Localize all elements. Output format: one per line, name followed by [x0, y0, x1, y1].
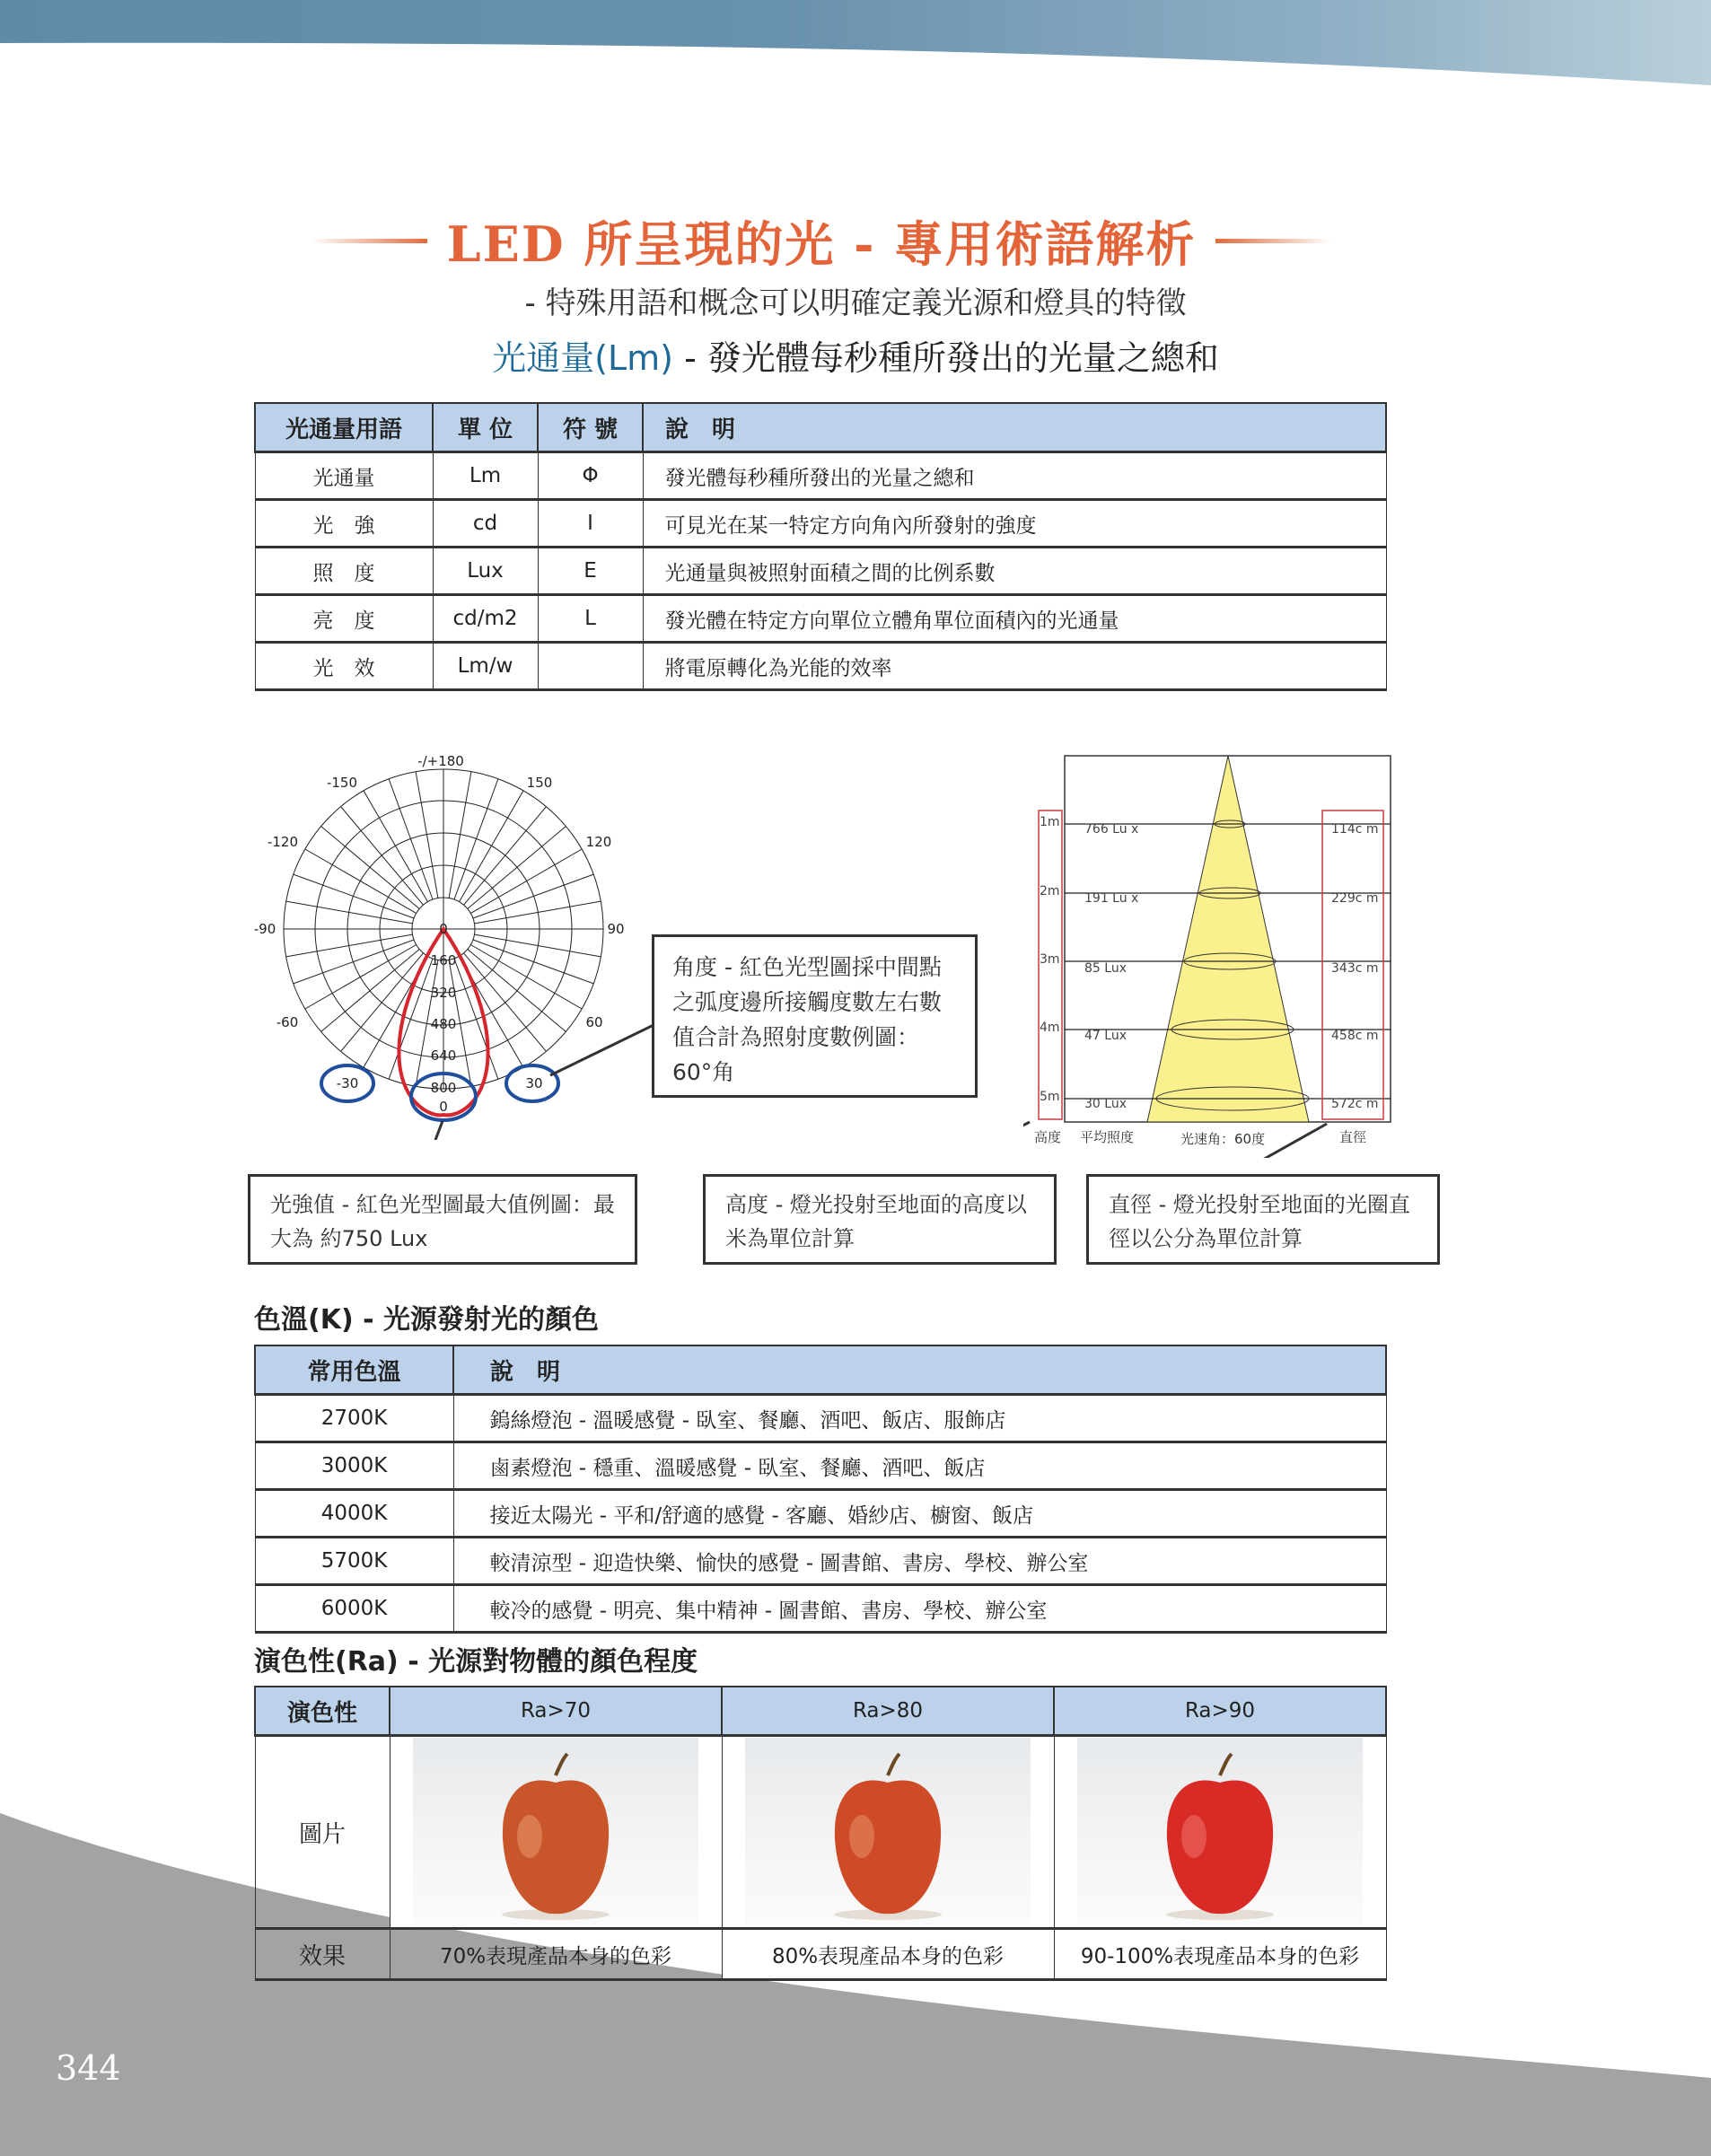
height-label: 1m: [1040, 815, 1060, 829]
angle-label: -150: [326, 775, 358, 791]
cri-image-cell: [722, 1736, 1054, 1929]
term: 光 效: [255, 643, 433, 690]
effect-ra80: 80%表現產品本身的色彩: [722, 1929, 1054, 1980]
diameter-label: 114c m: [1331, 822, 1379, 837]
unit: Lm/w: [433, 643, 538, 690]
cri-heading: 演色性(Ra) - 光源對物體的顏色程度: [254, 1646, 698, 1678]
angle-label: 60: [585, 1014, 603, 1030]
polar-intensity-chart: [242, 745, 673, 1140]
table-row: [255, 1585, 1386, 1633]
angle-label: -60: [276, 1014, 299, 1030]
cct-value: 3000K: [255, 1442, 453, 1490]
radial-label: 0: [439, 921, 448, 937]
angle-label: -90: [253, 921, 276, 937]
term: 光 強: [255, 500, 433, 548]
table-row: [255, 1538, 1386, 1585]
callout-height-text: 高度 - 燈光投射至地面的高度以米為單位計算: [725, 1192, 1027, 1251]
table-row: [255, 1442, 1386, 1490]
diameter-label: 458c m: [1331, 1029, 1379, 1043]
table-row: [255, 548, 1386, 595]
table-row: [255, 1490, 1386, 1538]
callout-intensity-text: 光強值 - 紅色光型圖最大值例圖：最大為 約750 Lux: [270, 1192, 615, 1251]
col-term: 光通量用語: [255, 403, 433, 452]
cct-desc: 接近太陽光 - 平和/舒適的感覺 - 客廳、婚紗店、櫥窗、飯店: [453, 1490, 1386, 1538]
angle-label: -/+180: [417, 753, 464, 769]
col-cct: 常用色溫: [255, 1345, 453, 1395]
lux-label: 766 Lu x: [1084, 822, 1139, 837]
height-label: 3m: [1040, 952, 1060, 967]
unit: cd: [433, 500, 538, 548]
term: 照 度: [255, 548, 433, 595]
table-row: [255, 595, 1386, 643]
lux-label: 85 Lux: [1084, 961, 1127, 976]
page-title-row: [269, 205, 1373, 276]
cct-desc: 較清涼型 - 迎造快樂、愉快的感覺 - 圖書館、書房、學校、辦公室: [453, 1538, 1386, 1585]
footer-angle: 光速角：60度: [1180, 1131, 1266, 1147]
lux-label: 47 Lux: [1084, 1029, 1127, 1043]
height-label: 4m: [1040, 1021, 1060, 1035]
desc: 光通量與被照射面積之間的比例系數: [643, 548, 1386, 595]
table-row: [255, 500, 1386, 548]
flux-terms-table: [254, 402, 1387, 691]
desc: 發光體在特定方向單位立體角單位面積內的光通量: [643, 595, 1386, 643]
angle-label: 90: [607, 921, 625, 937]
col-cct-desc: 說 明: [453, 1345, 1386, 1395]
col-cri: 演色性: [255, 1687, 390, 1736]
term: 光通量: [255, 452, 433, 500]
desc: 將電原轉化為光能的效率: [643, 643, 1386, 690]
row-label-effect: 效果: [255, 1929, 390, 1980]
title-rule-left: [311, 239, 427, 243]
callout-angle: [652, 934, 978, 1098]
unit: cd/m2: [433, 595, 538, 643]
cct-value: 2700K: [255, 1395, 453, 1442]
col-ra90: Ra>90: [1054, 1687, 1386, 1736]
callout-diameter-text: 直徑 - 燈光投射至地面的光圈直徑以公分為單位計算: [1109, 1192, 1410, 1251]
title-rule-right: [1215, 239, 1332, 243]
lumen-definition: [0, 330, 1711, 380]
footer-height: 高度: [1034, 1129, 1062, 1145]
angle-label: 150: [526, 775, 553, 791]
angle-label: 120: [585, 834, 612, 850]
table-header-row: [255, 1345, 1386, 1395]
unit: Lux: [433, 548, 538, 595]
footer-diameter: 直徑: [1339, 1129, 1367, 1145]
page-subtitle: - 特殊用語和概念可以明確定義光源和燈具的特徵: [524, 285, 1187, 321]
desc: 發光體每秒種所發出的光量之總和: [643, 452, 1386, 500]
height-label: 2m: [1040, 884, 1060, 898]
beam-angle-diagram: [1023, 745, 1400, 1158]
col-desc: 說 明: [643, 403, 1386, 452]
page-number: 344: [56, 2048, 121, 2088]
cct-desc: 鎢絲燈泡 - 溫暖感覺 - 臥室、餐廳、酒吧、飯店、服飾店: [453, 1395, 1386, 1442]
angle-label: 30: [525, 1075, 543, 1091]
angle-label: 0: [439, 1099, 448, 1115]
unit: Lm: [433, 452, 538, 500]
page-title: LED 所呈現的光 - 專用術語解析: [446, 215, 1197, 273]
cri-table: [254, 1686, 1387, 1981]
effect-ra70: 70%表現產品本身的色彩: [390, 1929, 722, 1980]
table-header-row: [255, 403, 1386, 452]
table-row-images: [255, 1736, 1386, 1929]
symbol: [538, 643, 643, 690]
cct-value: 5700K: [255, 1538, 453, 1585]
radial-label: 480: [430, 1016, 457, 1032]
callout-intensity: [248, 1174, 637, 1265]
top-band: [0, 0, 1711, 85]
radial-label: 320: [430, 985, 457, 1001]
callout-diameter: [1086, 1174, 1440, 1265]
symbol: I: [538, 500, 643, 548]
table-row-effects: [255, 1929, 1386, 1980]
apple-image-ra70: [413, 1738, 698, 1926]
row-label-image: 圖片: [255, 1736, 390, 1929]
angle-label: -120: [267, 834, 299, 850]
apple-image-ra90: [1077, 1738, 1363, 1926]
lumen-desc: - 發光體每秒種所發出的光量之總和: [672, 338, 1219, 378]
callout-angle-text: 角度 - 紅色光型圖採中間點之弧度邊所接觸度數左右數值合計為照射度數例圖：60°角: [672, 954, 943, 1085]
cct-desc: 較冷的感覺 - 明亮、集中精神 - 圖書館、書房、學校、辦公室: [453, 1585, 1386, 1633]
diameter-label: 229c m: [1331, 891, 1379, 906]
cct-heading: 色溫(K) - 光源發射光的顏色: [254, 1304, 600, 1336]
col-symbol: 符 號: [538, 403, 643, 452]
effect-ra90: 90-100%表現產品本身的色彩: [1054, 1929, 1386, 1980]
symbol: Φ: [538, 452, 643, 500]
symbol: E: [538, 548, 643, 595]
cct-desc: 鹵素燈泡 - 穩重、溫暖感覺 - 臥室、餐廳、酒吧、飯店: [453, 1442, 1386, 1490]
symbol: L: [538, 595, 643, 643]
apple-image-ra80: [745, 1738, 1031, 1926]
lux-label: 30 Lux: [1084, 1097, 1127, 1111]
cct-value: 4000K: [255, 1490, 453, 1538]
cri-image-cell: [390, 1736, 722, 1929]
radial-label: 640: [430, 1047, 457, 1064]
desc: 可見光在某一特定方向角內所發射的強度: [643, 500, 1386, 548]
callout-height: [703, 1174, 1057, 1265]
table-header-row: [255, 1687, 1386, 1736]
cri-image-cell: [1054, 1736, 1386, 1929]
table-row: [255, 452, 1386, 500]
lux-label: 191 Lu x: [1084, 891, 1139, 906]
cct-table: [254, 1345, 1387, 1634]
radial-label: 160: [430, 952, 457, 968]
diameter-label: 343c m: [1331, 961, 1379, 976]
table-row: [255, 643, 1386, 690]
table-row: [255, 1395, 1386, 1442]
footer-avg: 平均照度: [1080, 1129, 1135, 1145]
lumen-term: 光通量(Lm): [492, 338, 673, 378]
height-label: 5m: [1040, 1090, 1060, 1104]
term: 亮 度: [255, 595, 433, 643]
col-ra80: Ra>80: [722, 1687, 1054, 1736]
angle-label: -30: [336, 1075, 359, 1091]
col-ra70: Ra>70: [390, 1687, 722, 1736]
col-unit: 單 位: [433, 403, 538, 452]
diameter-label: 572c m: [1331, 1097, 1379, 1111]
cct-value: 6000K: [255, 1585, 453, 1633]
radial-label: 800: [430, 1080, 457, 1096]
